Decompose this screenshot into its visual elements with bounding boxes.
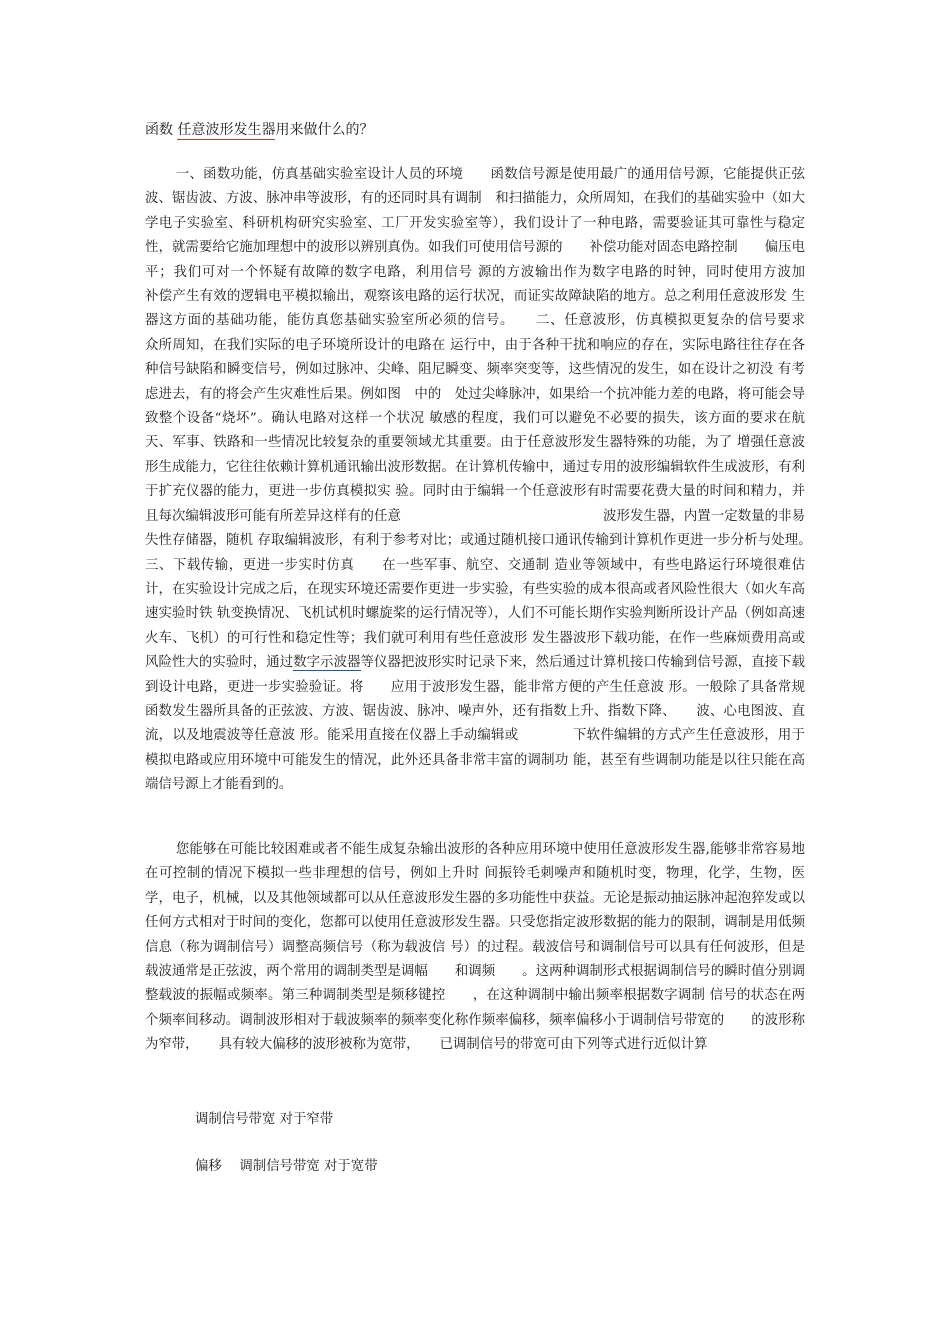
title-suffix: 用来做什么的？	[275, 122, 374, 138]
paragraph1-text-b: 等仪器把波形实时记录下来，然后通过计算机接口传输到信号源，直接下载到设计电路，更进一步实验验证。将 应用于波形发生器，能非常方便的产生任意波 形。一般除了具备常规函数发生器所具备的正弦波、方波、锯齿波、脉冲、噪声外，还有指数上升、指数下降、 波、心电图波、直流，以及地震波等任意波 形。能采用直接在仪器上手动编辑或 下软件编辑的方式产生任意波形，用于模拟电路或应用环境中可能发生的情况，此外还具备非常丰富的调制功 能，甚至有些调制功能是以往只能在高端信号源上才能看到的。	[145, 655, 806, 793]
formula-narrowband: 调制信号带宽 对于窄带	[195, 1112, 334, 1127]
paragraph-modulation: 您能够在可能比较困难或者不能生成复杂输出波形的各种应用环境中使用任意波形发生器,能够非常容易地在可控制的情况下模拟一些非理想的信号，例如上升时 间振铃毛刺噪声和随机时变，物理，化学，生物，医学，电子，机械，以及其他领域都可以从任意波形发生器的多功能性中获益。无论是振动抽运脉冲起泡猝发或以 任何方式相对于时间的变化，您都可以使用任意波形发生器。只受您指定波形数据的能力的限制，调制是用低频信息（称为调制信号）调整高频信号（称为载波信 号）的过程。载波信号和调制信号可以具有任何波形，但是载波通常是正弦波，两个常用的调制类型是调幅 和调频 。这两种调制形式根据调制信号的瞬时值分别调整载波的振幅或频率。第三种调制类型是频移键控 ，在这种调制中输出频率根据数字调制 信号的状态在两个频率间移动。调制波形相对于载波频率的频率变化称作频率偏移，频率偏移小于调制信号带宽的 的波形称为窄带， 具有较大偏移的波形被称为宽带， 已调制信号的带宽可由下列等式进行近似计算	[145, 842, 805, 1053]
digital-oscilloscope-link[interactable]: 数字示波器	[293, 655, 361, 671]
formula-wideband: 偏移 调制信号带宽 对于宽带	[195, 1159, 378, 1174]
document-title	[145, 118, 373, 142]
paragraph-functions	[145, 163, 832, 798]
title-underlined-term: 任意波形发生器	[177, 122, 276, 138]
paragraph1-text-a: 一、函数功能，仿真基础实验室设计人员的环境 函数信号源是使用最广的通用信号源，它能提供正弦波、锯齿波、方波、脉冲串等波形，有的还同时具有调制 和扫描能力，众所周知，在我们的基础实验中（如大学电子实验室、科研机构研究实验室、工厂开发实验室等），我们设计了一种电路，需要验证其可靠性与稳定 性，就需要给它施加理想中的波形以辨别真伪。如我们可使用信号源的 补偿功能对固态电路控制 偏压电平；我们可对一个怀疑有故障的数字电路，利用信号 源的方波输出作为数字电路的时钟，同时使用方波加 补偿产生有效的逻辑电平模拟输出，观察该电路的运行状况，而证实故障缺陷的地方。总之利用任意波形发 生器这方面的基础功能，能仿真您基础实验室所必须的信号。 二、任意波形，仿真模拟更复杂的信号要求 众所周知，在我们实际的电子环境所设计的电路在 运行中，由于各种干扰和响应的存在，实际电路往往存在各种信号缺陷和瞬变信号，例如过脉冲、尖峰、阻尼瞬变、频率突变等，这些情况的发生，如在设计之初没 有考虑进去，有的将会产生灾难性后果。例如图 中的 处过尖峰脉冲，如果给一个抗冲能力差的电路，将可能会导致整个设备“烧坏”。确认电路对这样一个状况 敏感的程度，我们可以避免不必要的损失，该方面的要求在航天、军事、铁路和一些情况比较复杂的重要领域尤其重要。由于任意波形发生器特殊的功能，为了 增强任意波形生成能力，它往往依赖计算机通讯输出波形数据。在计算机传输中，通过专用的波形编辑软件生成波形，有利于扩充仪器的能力，更进一步仿真模拟实 验。同时由于编辑一个任意波形有时需要花费大量的时间和精力，并且每次编辑波形可能有所差异这样有的任意 波形发生器，内置一定数量的非易失性存储器，随机 存取编辑波形，有利于参考对比；或通过随机接口通讯传输到计算机作更进一步分析与处理。 三、下载传输，更进一步实时仿真 在一些军事、航空、交通制 造业等领域中，有些电路运行环境很难估计，在实验设计完成之后，在现实环境还需要作更进一步实验，有些实验的成本很高或者风险性很大（如火车高速实验时铁 轨变换情况、飞机试机时螺旋桨的运行情况等），人们不可能长期作实验判断所设计产品（例如高速火车、飞机）的可行性和稳定性等；我们就可利用有些任意波形 发生器波形下载功能，在作一些麻烦费用高或风险性大的实验时，通过	[145, 167, 832, 671]
title-prefix: 函数	[145, 122, 178, 138]
